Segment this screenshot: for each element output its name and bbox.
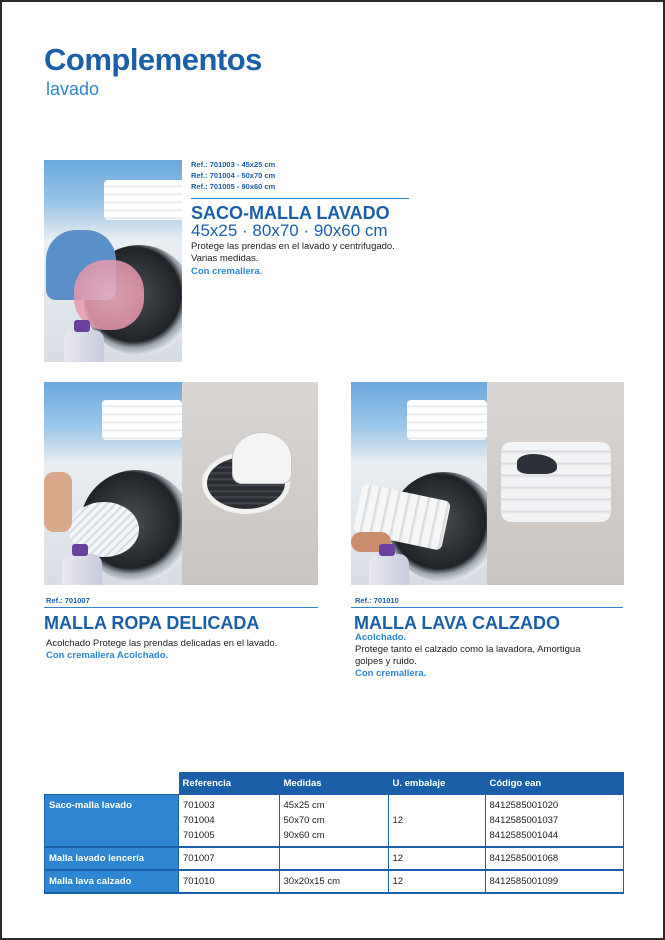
row-name: Saco-malla lavado xyxy=(45,795,179,848)
saco-ref-list xyxy=(191,159,275,192)
saco-ref-2: Ref.: 701004 - 50x70 cm xyxy=(191,171,276,180)
table-header-ean: Código ean xyxy=(485,772,624,795)
table-row xyxy=(45,795,624,848)
delicada-title: MALLA ROPA DELICADA xyxy=(44,613,260,633)
saco-ref-1: Ref.: 701003 - 45x25 cm xyxy=(191,160,276,169)
calzado-divider xyxy=(351,607,623,608)
row-medidas: 30x20x15 cm xyxy=(279,870,388,893)
delicada-product-photo xyxy=(182,382,318,585)
table-header-medidas: Medidas xyxy=(279,772,388,795)
row-name: Malla lavado lencería xyxy=(45,847,179,870)
row-references: 701010 xyxy=(179,870,280,893)
table-row xyxy=(45,847,624,870)
row-ean: 8412585001099 xyxy=(485,870,624,893)
medida-value: 90x60 cm xyxy=(283,830,325,841)
row-embalaje: 12 xyxy=(388,847,485,870)
row-medidas xyxy=(279,847,388,870)
calzado-description xyxy=(355,644,581,667)
reference-value: 701004 xyxy=(183,815,215,826)
ean-value: 8412585001020 xyxy=(489,800,559,811)
row-embalaje: 12 xyxy=(388,795,485,848)
delicada-description: Acolchado Protege las prendas delicadas en el lavado. xyxy=(46,638,278,649)
reference-value: 701003 xyxy=(183,800,215,811)
calzado-product-photo xyxy=(487,382,624,585)
row-references: 701007 xyxy=(179,847,280,870)
delicada-accent: Con cremallera Acolchado. xyxy=(46,650,169,661)
spec-table xyxy=(44,772,624,894)
table-header-row xyxy=(45,772,624,795)
calzado-accent-top: Acolchado. xyxy=(355,632,407,643)
saco-malla-photo xyxy=(44,160,182,362)
row-references xyxy=(179,795,280,848)
row-name: Malla lava calzado xyxy=(45,870,179,893)
medida-value: 45x25 cm xyxy=(283,800,325,811)
calzado-title: MALLA LAVA CALZADO xyxy=(354,613,560,633)
page-subtitle: lavado xyxy=(46,79,100,99)
calzado-washer-photo xyxy=(351,382,487,585)
calzado-ref: Ref.: 701010 xyxy=(355,596,399,605)
ean-value: 8412585001044 xyxy=(489,830,559,841)
saco-description-line-1: Protege las prendas en el lavado y centrifugado. xyxy=(191,241,395,252)
row-ean: 8412585001068 xyxy=(485,847,624,870)
row-medidas xyxy=(279,795,388,848)
table-header-blank xyxy=(45,772,179,795)
delicada-divider xyxy=(44,607,318,608)
row-embalaje: 12 xyxy=(388,870,485,893)
ean-value: 8412585001037 xyxy=(489,815,559,826)
saco-accent: Con cremallera. xyxy=(191,266,263,277)
saco-title: SACO-MALLA LAVADO xyxy=(191,203,390,223)
calzado-accent: Con cremallera. xyxy=(355,668,427,679)
delicada-washer-photo xyxy=(44,382,182,585)
delicada-ref: Ref.: 701007 xyxy=(46,596,90,605)
saco-description xyxy=(191,241,395,264)
table-header-referencia: Referencia xyxy=(179,772,280,795)
reference-value: 701005 xyxy=(183,830,215,841)
calzado-description-line-1: Protege tanto el calzado como la lavadora, Amortigua xyxy=(355,644,581,655)
saco-ref-3: Ref.: 701005 - 90x60 cm xyxy=(191,182,276,191)
saco-divider xyxy=(191,198,409,199)
table-row xyxy=(45,870,624,893)
medida-value: 50x70 cm xyxy=(283,815,325,826)
row-ean xyxy=(485,795,624,848)
calzado-description-line-2: golpes y ruido. xyxy=(355,655,417,667)
saco-sizes: 45x25 · 80x70 · 90x60 cm xyxy=(191,221,388,240)
page-title: Complementos xyxy=(44,42,262,77)
table-header-embalaje: U. embalaje xyxy=(388,772,485,795)
saco-description-line-2: Varias medidas. xyxy=(191,252,259,264)
